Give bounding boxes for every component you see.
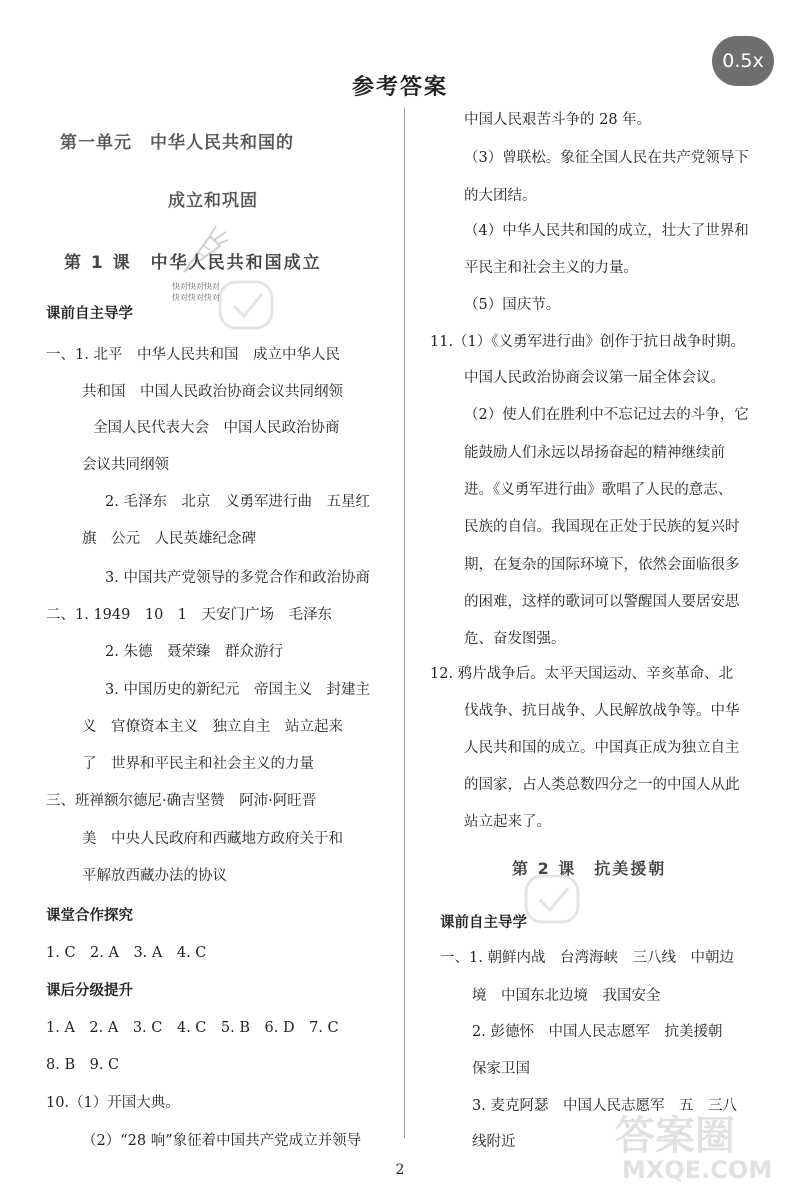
section-heading: 课后分级提升 <box>46 983 133 999</box>
answer-line: 民族的自信。我国现在正处于民族的复兴时 <box>464 519 740 535</box>
answer-line: 境 中国东北边境 我国安全 <box>472 988 661 1004</box>
answer-line: 1. A 2. A 3. C 4. C 5. B 6. D 7. C <box>46 1020 339 1036</box>
answer-line: 中国人民艰苦斗争的 28 年。 <box>464 112 652 128</box>
answer-line: 站立起来了。 <box>464 814 551 830</box>
answer-line: （3）曾联松。象征全国人民在共产党领导下 <box>464 150 749 166</box>
mascot-stamp-icon <box>170 222 230 282</box>
answer-line: 人民共和国的成立。中国真正成为独立自主 <box>464 740 740 756</box>
answer-line: 期，在复杂的国际环境下，依然会面临很多 <box>464 557 740 573</box>
answer-line: 8. B 9. C <box>46 1057 120 1073</box>
answer-line: 一、1. 朝鲜内战 台湾海峡 三八线 中朝边 <box>440 950 734 966</box>
lesson1-title: 第 1 课 中华人民共和国成立 <box>64 253 322 273</box>
answer-line: 全国人民代表大会 中国人民政治协商 <box>93 420 340 436</box>
answer-line: 伐战争、抗日战争、人民解放战争等。中华 <box>464 703 740 719</box>
answer-line: 10.（1）开国大典。 <box>46 1095 180 1111</box>
answer-line: 3. 中国历史的新纪元 帝国主义 封建主 <box>105 682 370 698</box>
answer-line: 危、奋发图强。 <box>464 631 566 647</box>
answer-line: 旗 公元 人民英雄纪念碑 <box>82 531 256 547</box>
section-heading: 课前自主导学 <box>46 306 133 322</box>
answer-line: （4）中华人民共和国的成立，壮大了世界和 <box>464 223 749 239</box>
answer-line: 11.（1）《义勇军进行曲》创作于抗日战争时期。 <box>430 334 746 350</box>
zoom-level-button[interactable]: 0.5x <box>712 36 774 86</box>
answer-line: 的国家，占人类总数四分之一的中国人从此 <box>464 777 740 793</box>
answer-line: （2）“28 响”象征着中国共产党成立并领导 <box>82 1133 362 1149</box>
unit-title-line2: 成立和巩固 <box>168 191 258 211</box>
answer-line: 了 世界和平民主和社会主义的力量 <box>82 756 314 772</box>
answer-line: （2）使人们在胜利中不忘记过去的斗争，它 <box>464 407 749 423</box>
stamp-text-line2: 快对快对快对 <box>172 293 220 302</box>
page-title: 参考答案 <box>351 75 448 100</box>
stamp-text-line1: 快对快对快对 <box>172 282 220 291</box>
answer-line: 1. C 2. A 3. A 4. C <box>46 945 207 961</box>
answer-line: 3. 中国共产党领导的多党合作和政治协商 <box>105 570 370 586</box>
answer-line: 2. 毛泽东 北京 义勇军进行曲 五星红 <box>105 494 370 510</box>
check-watermark-icon <box>520 870 590 930</box>
answer-line: 的大团结。 <box>464 188 537 204</box>
page-number: 2 <box>395 1162 405 1178</box>
check-watermark-icon <box>214 276 284 336</box>
answer-line: 二、1. 1949 10 1 天安门广场 毛泽东 <box>46 607 333 623</box>
answer-line: 美 中央人民政府和西藏地方政府关于和 <box>82 831 343 847</box>
answer-line: 平解放西藏办法的协议 <box>82 868 227 884</box>
answer-line: 线附近 <box>472 1134 516 1150</box>
answer-line: 一、1. 北平 中华人民共和国 成立中华人民 <box>46 347 340 363</box>
answer-line: （5）国庆节。 <box>464 297 561 313</box>
answer-line: 2. 彭德怀 中国人民志愿军 抗美援朝 <box>472 1024 723 1040</box>
answer-line: 进。《义勇军进行曲》歌唱了人民的意志、 <box>464 482 733 498</box>
corner-watermark-url: MXQE.COM <box>622 1156 773 1184</box>
answer-line: 能鼓励人们永远以昂扬奋起的精神继续前 <box>464 445 725 461</box>
answer-line: 共和国 中国人民政治协商会议共同纲领 <box>82 384 343 400</box>
answer-line: 保家卫国 <box>472 1061 530 1077</box>
answer-line: 平民主和社会主义的力量。 <box>464 260 638 276</box>
answer-line: 12. 鸦片战争后。太平天国运动、辛亥革命、北 <box>430 666 734 682</box>
answer-line: 会议共同纲领 <box>82 457 169 473</box>
unit-title-line1: 第一单元 中华人民共和国的 <box>60 133 294 153</box>
column-divider <box>404 108 405 1138</box>
section-heading: 课堂合作探究 <box>46 908 133 924</box>
answer-line: 的困难，这样的歌词可以警醒国人要居安思 <box>464 594 740 610</box>
answer-line: 中国人民政治协商会议第一届全体会议。 <box>464 370 725 386</box>
answer-line: 3. 麦克阿瑟 中国人民志愿军 五 三八 <box>472 1098 737 1114</box>
answer-line: 三、班禅额尔德尼·确吉坚赞 阿沛·阿旺晋 <box>46 793 317 809</box>
answer-line: 义 官僚资本主义 独立自主 站立起来 <box>82 719 343 735</box>
answer-line: 2. 朱德 聂荣臻 群众游行 <box>105 644 283 660</box>
corner-watermark-logo: 答案圈 <box>615 1113 735 1159</box>
section-heading: 课前自主导学 <box>440 915 527 931</box>
lesson2-title: 第 2 课 抗美援朝 <box>512 859 667 878</box>
